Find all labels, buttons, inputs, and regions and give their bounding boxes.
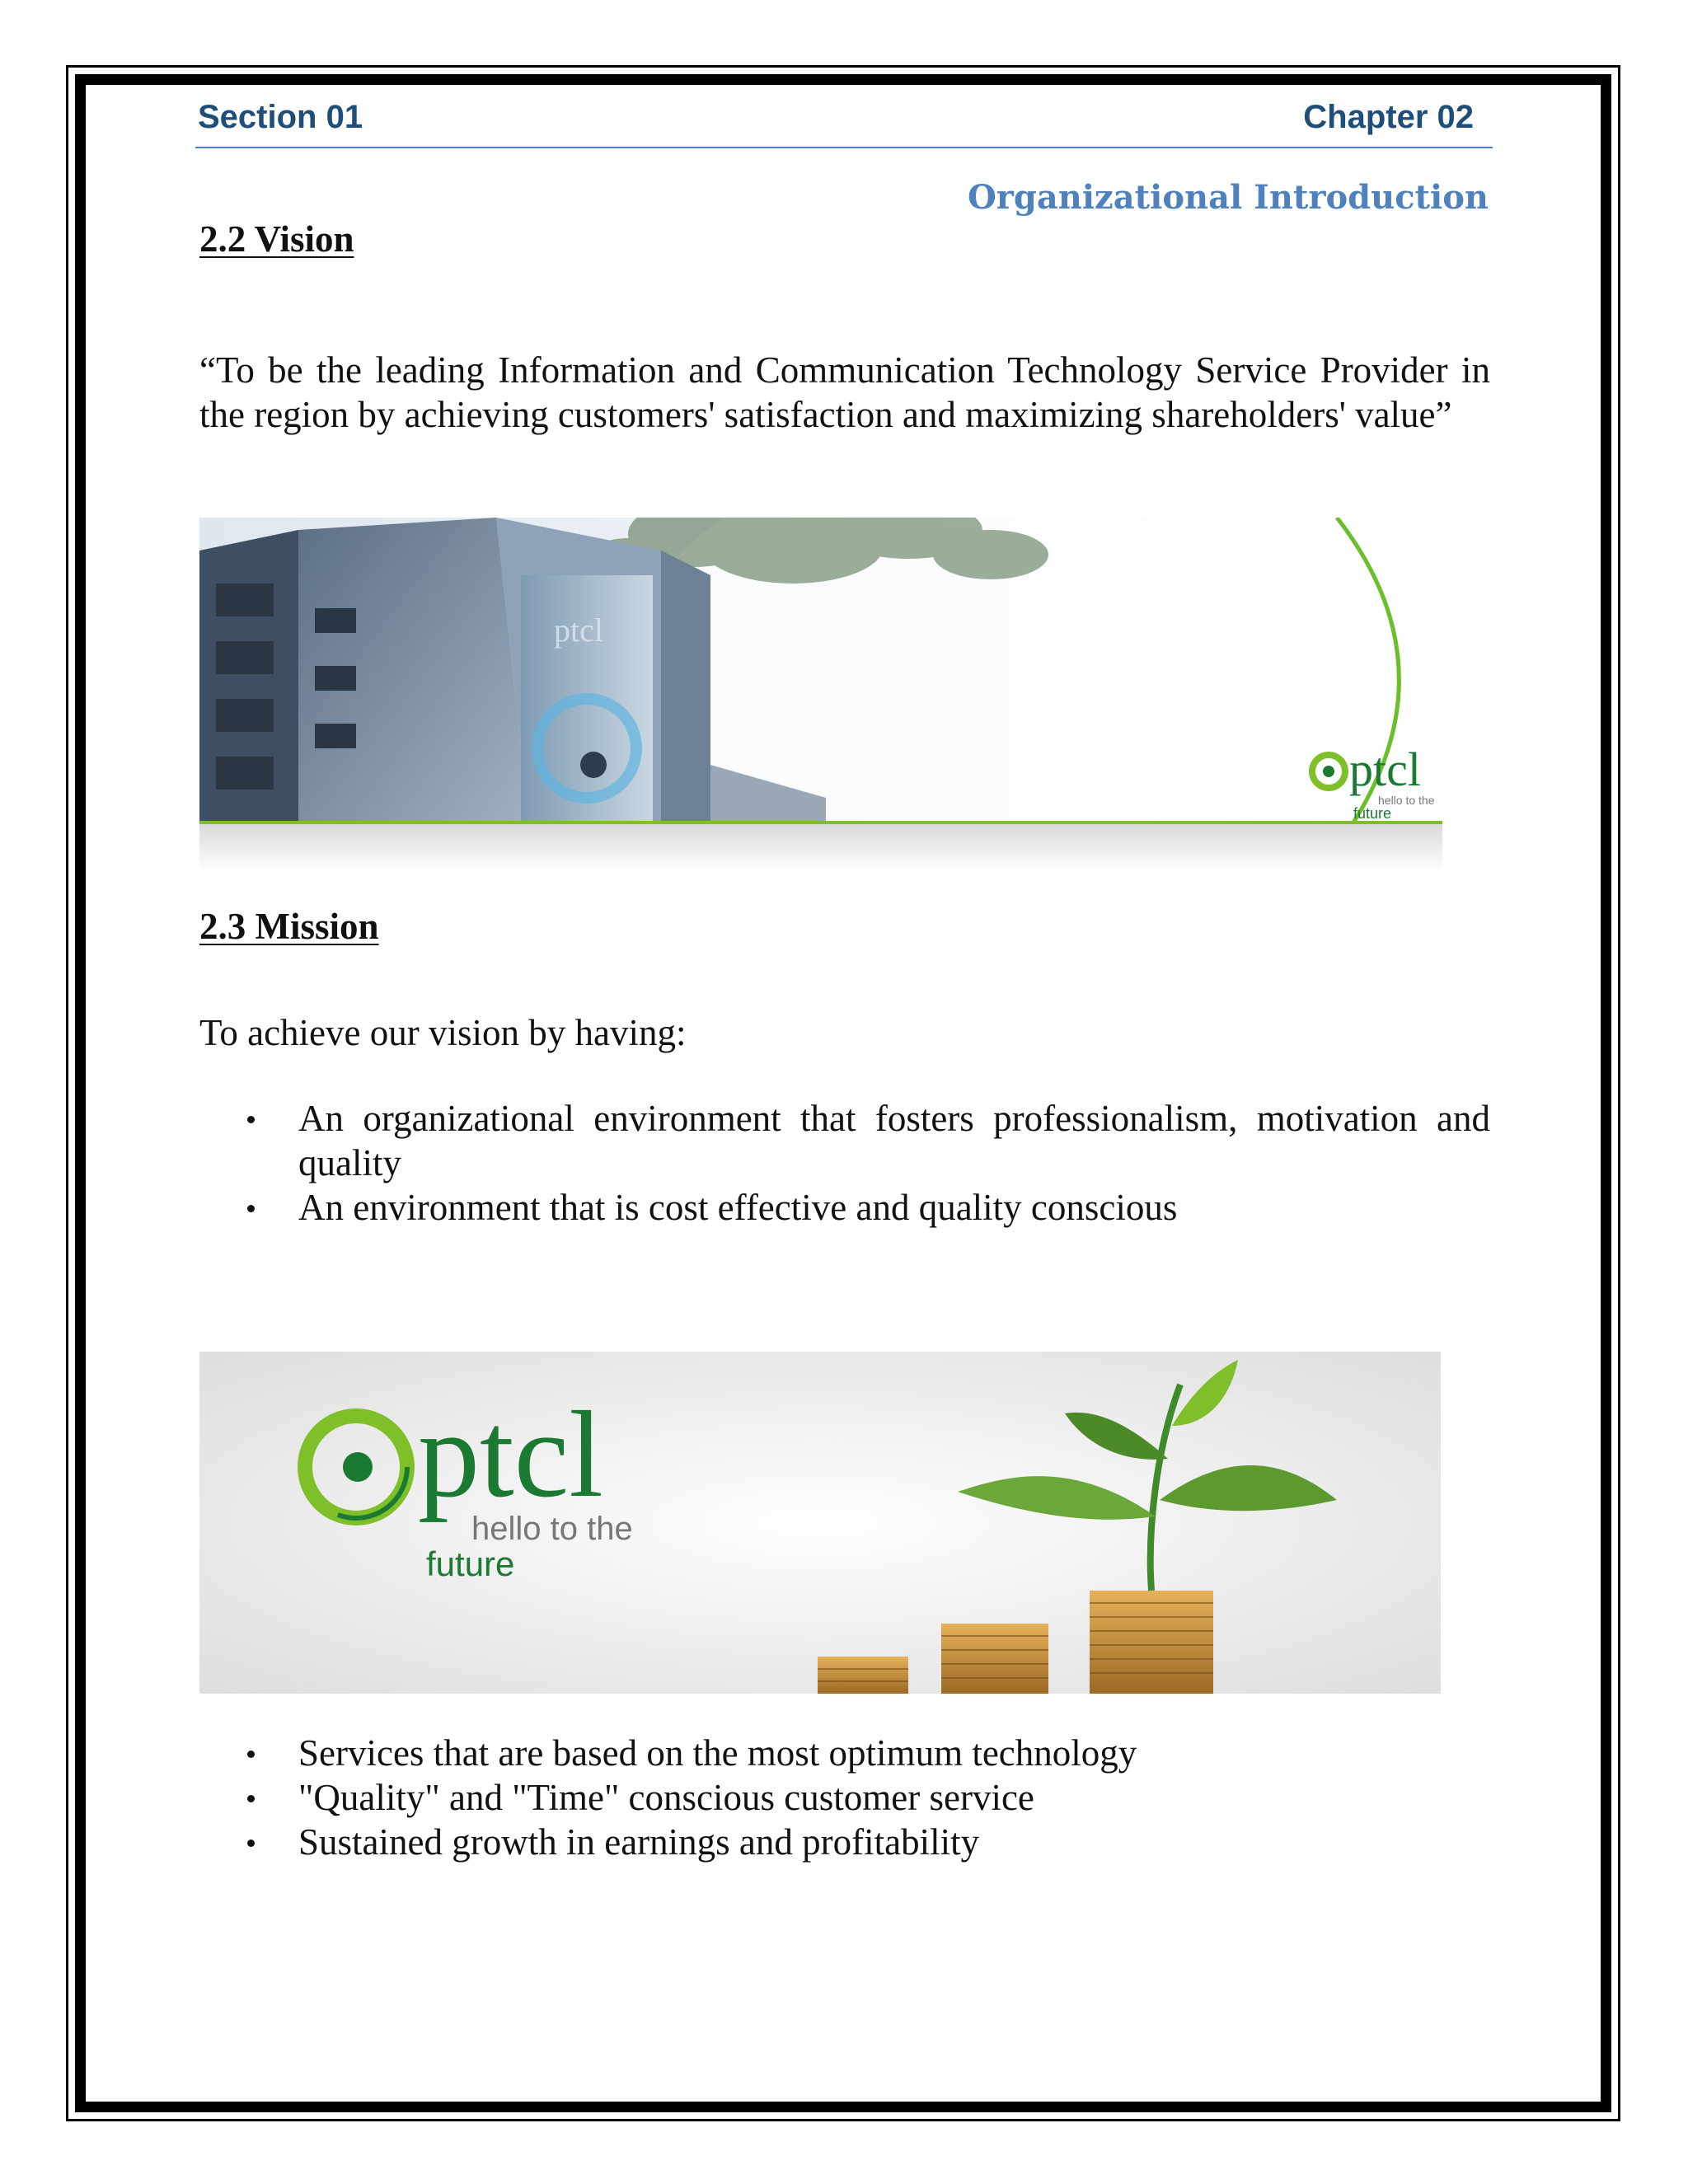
list-item: Services that are based on the most optimum technology <box>199 1731 1490 1775</box>
mission-intro: To achieve our vision by having: <box>199 1012 687 1053</box>
bullet-icon <box>247 1750 255 1758</box>
list-item: An organizational environment that fosters professionalism, motivation and quality <box>199 1096 1490 1185</box>
header-rule <box>195 147 1493 148</box>
list-item: "Quality" and "Time" conscious customer service <box>199 1775 1490 1820</box>
bullet-icon <box>247 1840 255 1847</box>
ptcl-headquarters-banner <box>199 518 1442 872</box>
banner1-tagline-future: future <box>1353 805 1392 822</box>
mission-bullets-b <box>199 1731 1490 1864</box>
mission-bullets-a <box>199 1096 1490 1230</box>
vision-statement: “To be the leading Information and Communication Technology Service Provider in the region by achieving customers' satisfaction and maximizing shareholders' value” <box>199 349 1490 435</box>
list-item: Sustained growth in earnings and profitability <box>199 1820 1490 1864</box>
bullet-icon <box>247 1795 255 1802</box>
vision-heading: 2.2 Vision <box>199 218 354 260</box>
chapter-subtitle: Organizational Introduction <box>967 178 1489 217</box>
section-label: Section 01 <box>198 99 363 135</box>
ptcl-growth-banner <box>199 1352 1441 1694</box>
bullet-icon <box>247 1116 255 1123</box>
banner1-logo: ptcl <box>1349 743 1421 796</box>
banner1-tagline: hello to the <box>1378 794 1435 807</box>
list-item: An environment that is cost effective and quality conscious <box>199 1185 1490 1230</box>
banner2-tagline-future: future <box>426 1544 515 1583</box>
banner2-tagline: hello to the <box>471 1511 633 1547</box>
chapter-label: Chapter 02 <box>1303 99 1474 135</box>
svg-text:ptcl: ptcl <box>554 612 603 649</box>
banner2-logo: ptcl <box>418 1386 603 1523</box>
bullet-icon <box>247 1205 255 1212</box>
mission-heading: 2.3 Mission <box>199 906 379 947</box>
